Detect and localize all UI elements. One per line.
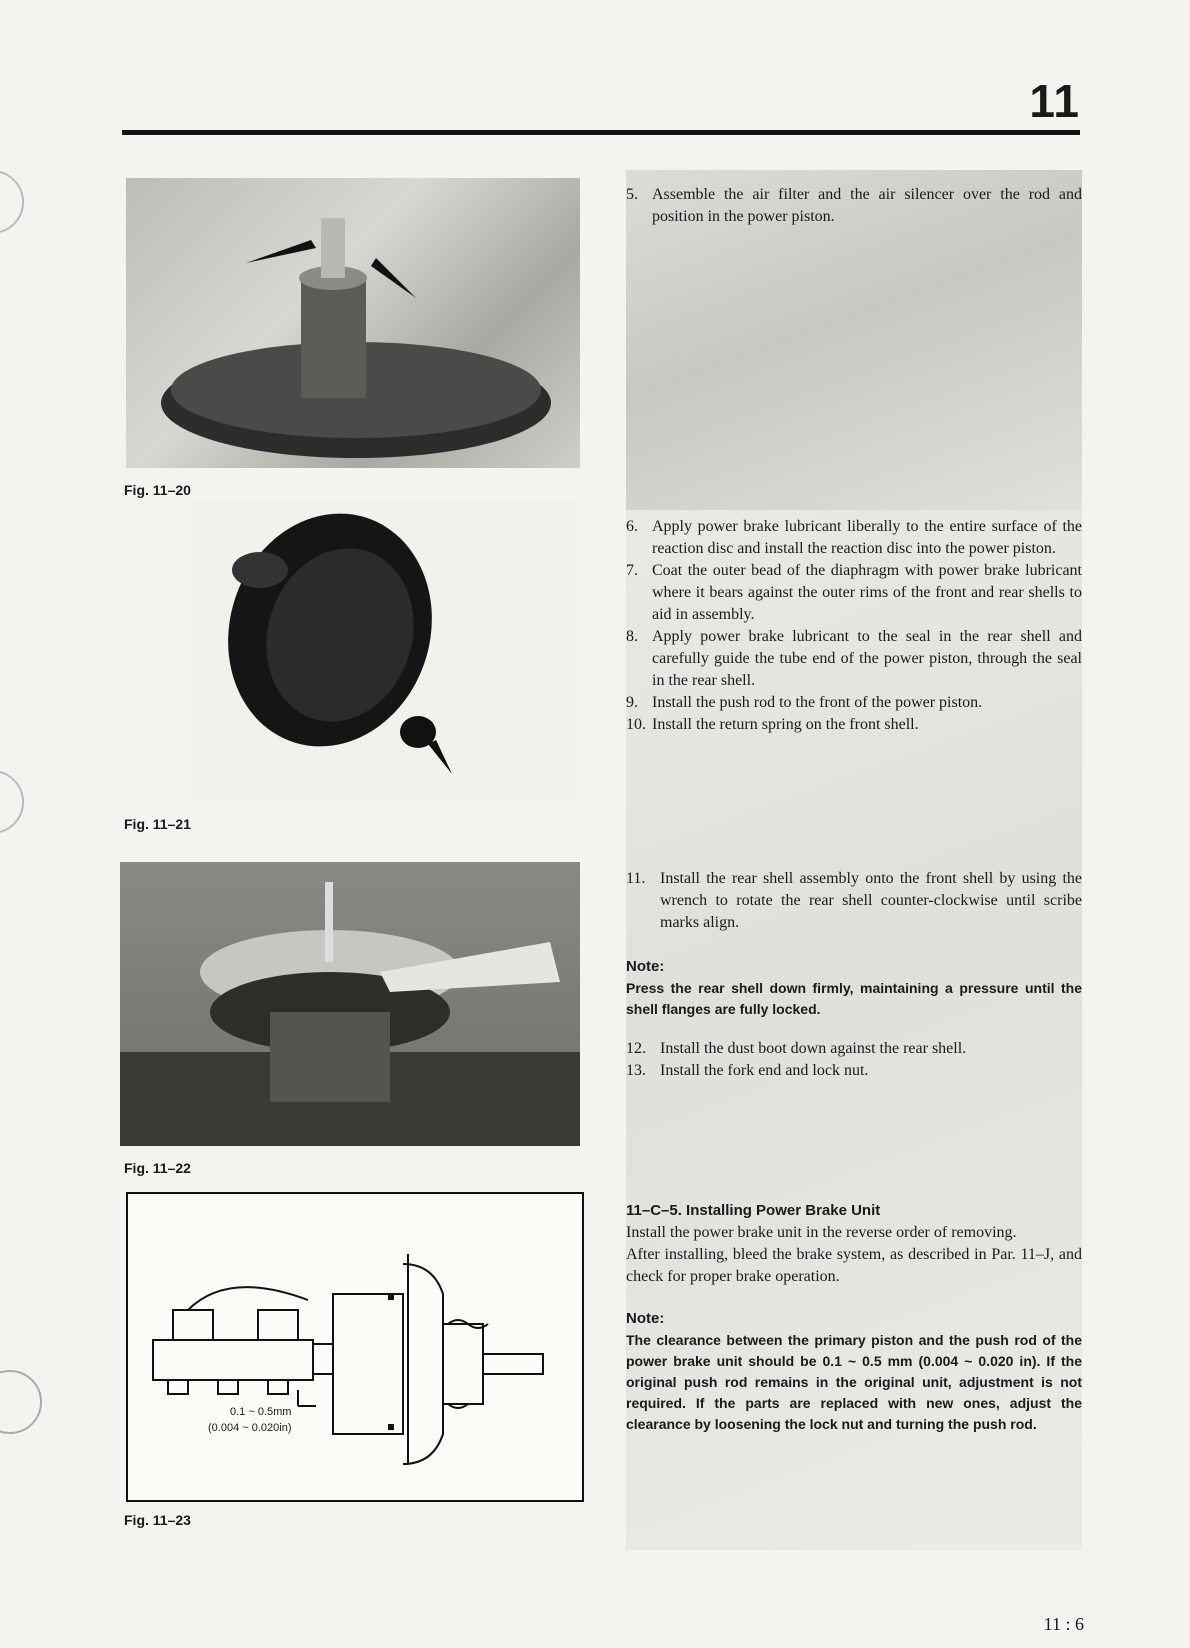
figure-photo-reaction-disc — [190, 500, 580, 800]
figure-label: Fig. 11–21 — [124, 816, 191, 832]
steps-group-c — [626, 868, 1082, 1082]
section-paragraph: Install the power brake unit in the reverse order of removing. — [626, 1224, 1017, 1241]
step-item: 13. Install the fork end and lock nut. — [626, 1062, 869, 1079]
header-rule — [122, 130, 1080, 135]
figure-label: Fig. 11–23 — [124, 1512, 191, 1528]
note-body: The clearance between the primary piston and the push rod of the power brake unit should be 0.1 ~ 0.5 mm (0.004 ~ 0.020 in). If the original push rod remains in the original unit, adjustment is not required. If the parts are replaced with new ones, adjust the clearance by loosening the lock nut and turning the push rod. — [626, 1332, 1082, 1432]
figure-photo-rear-shell-assembly — [120, 862, 580, 1146]
step-item: 10. Install the return spring on the front shell. — [626, 716, 919, 733]
steps-group-a — [626, 184, 1082, 228]
step-item: 5. Assemble the air filter and the air silencer over the rod and position in the power piston. — [626, 186, 1082, 225]
section-paragraph: After installing, bleed the brake system, as described in Par. 11–J, and check for proper brake operation. — [626, 1246, 1082, 1285]
figure-diagram-brake-unit — [126, 1192, 584, 1502]
step-item: 7. Coat the outer bead of the diaphragm with power brake lubricant where it bears against the outer rims of the front and rear shells to aid in assembly. — [626, 562, 1082, 623]
binder-hole-mark — [0, 170, 24, 234]
note-title: Note: — [626, 958, 665, 975]
figure-label: Fig. 11–20 — [124, 482, 191, 498]
figure-photo-check-valve — [126, 178, 580, 468]
note-title: Note: — [626, 1310, 665, 1327]
binder-hole-mark — [0, 770, 24, 834]
clearance-mm-label: 0.1 ~ 0.5mm — [230, 1406, 292, 1418]
note-body: Press the rear shell down firmly, maintaining a pressure until the shell flanges are fully locked. — [626, 980, 1082, 1017]
page-number: 11 : 6 — [1043, 1614, 1084, 1634]
section-installing-power-brake-unit — [626, 1200, 1082, 1435]
step-item: 9. Install the push rod to the front of the power piston. — [626, 694, 983, 711]
figure-label: Fig. 11–22 — [124, 1160, 191, 1176]
step-item: 8. Apply power brake lubricant to the seal in the rear shell and carefully guide the tube end of the power piston, through the seal in the rear shell. — [626, 628, 1082, 689]
section-title: 11–C–5. Installing Power Brake Unit — [626, 1202, 881, 1219]
step-item: 6. Apply power brake lubricant liberally to the entire surface of the reaction disc and install the reaction disc into the power piston. — [626, 518, 1082, 557]
binder-hole-mark — [0, 1370, 42, 1434]
step-item: 11. Install the rear shell assembly onto the front shell by using the wrench to rotate the rear shell counter-clockwise until scribe marks align. — [626, 870, 1082, 931]
steps-group-b — [626, 516, 1082, 736]
chapter-number: 11 — [1029, 75, 1080, 127]
step-item: 12. Install the dust boot down against the rear shell. — [626, 1040, 967, 1057]
clearance-in-label: (0.004 ~ 0.020in) — [208, 1422, 292, 1434]
